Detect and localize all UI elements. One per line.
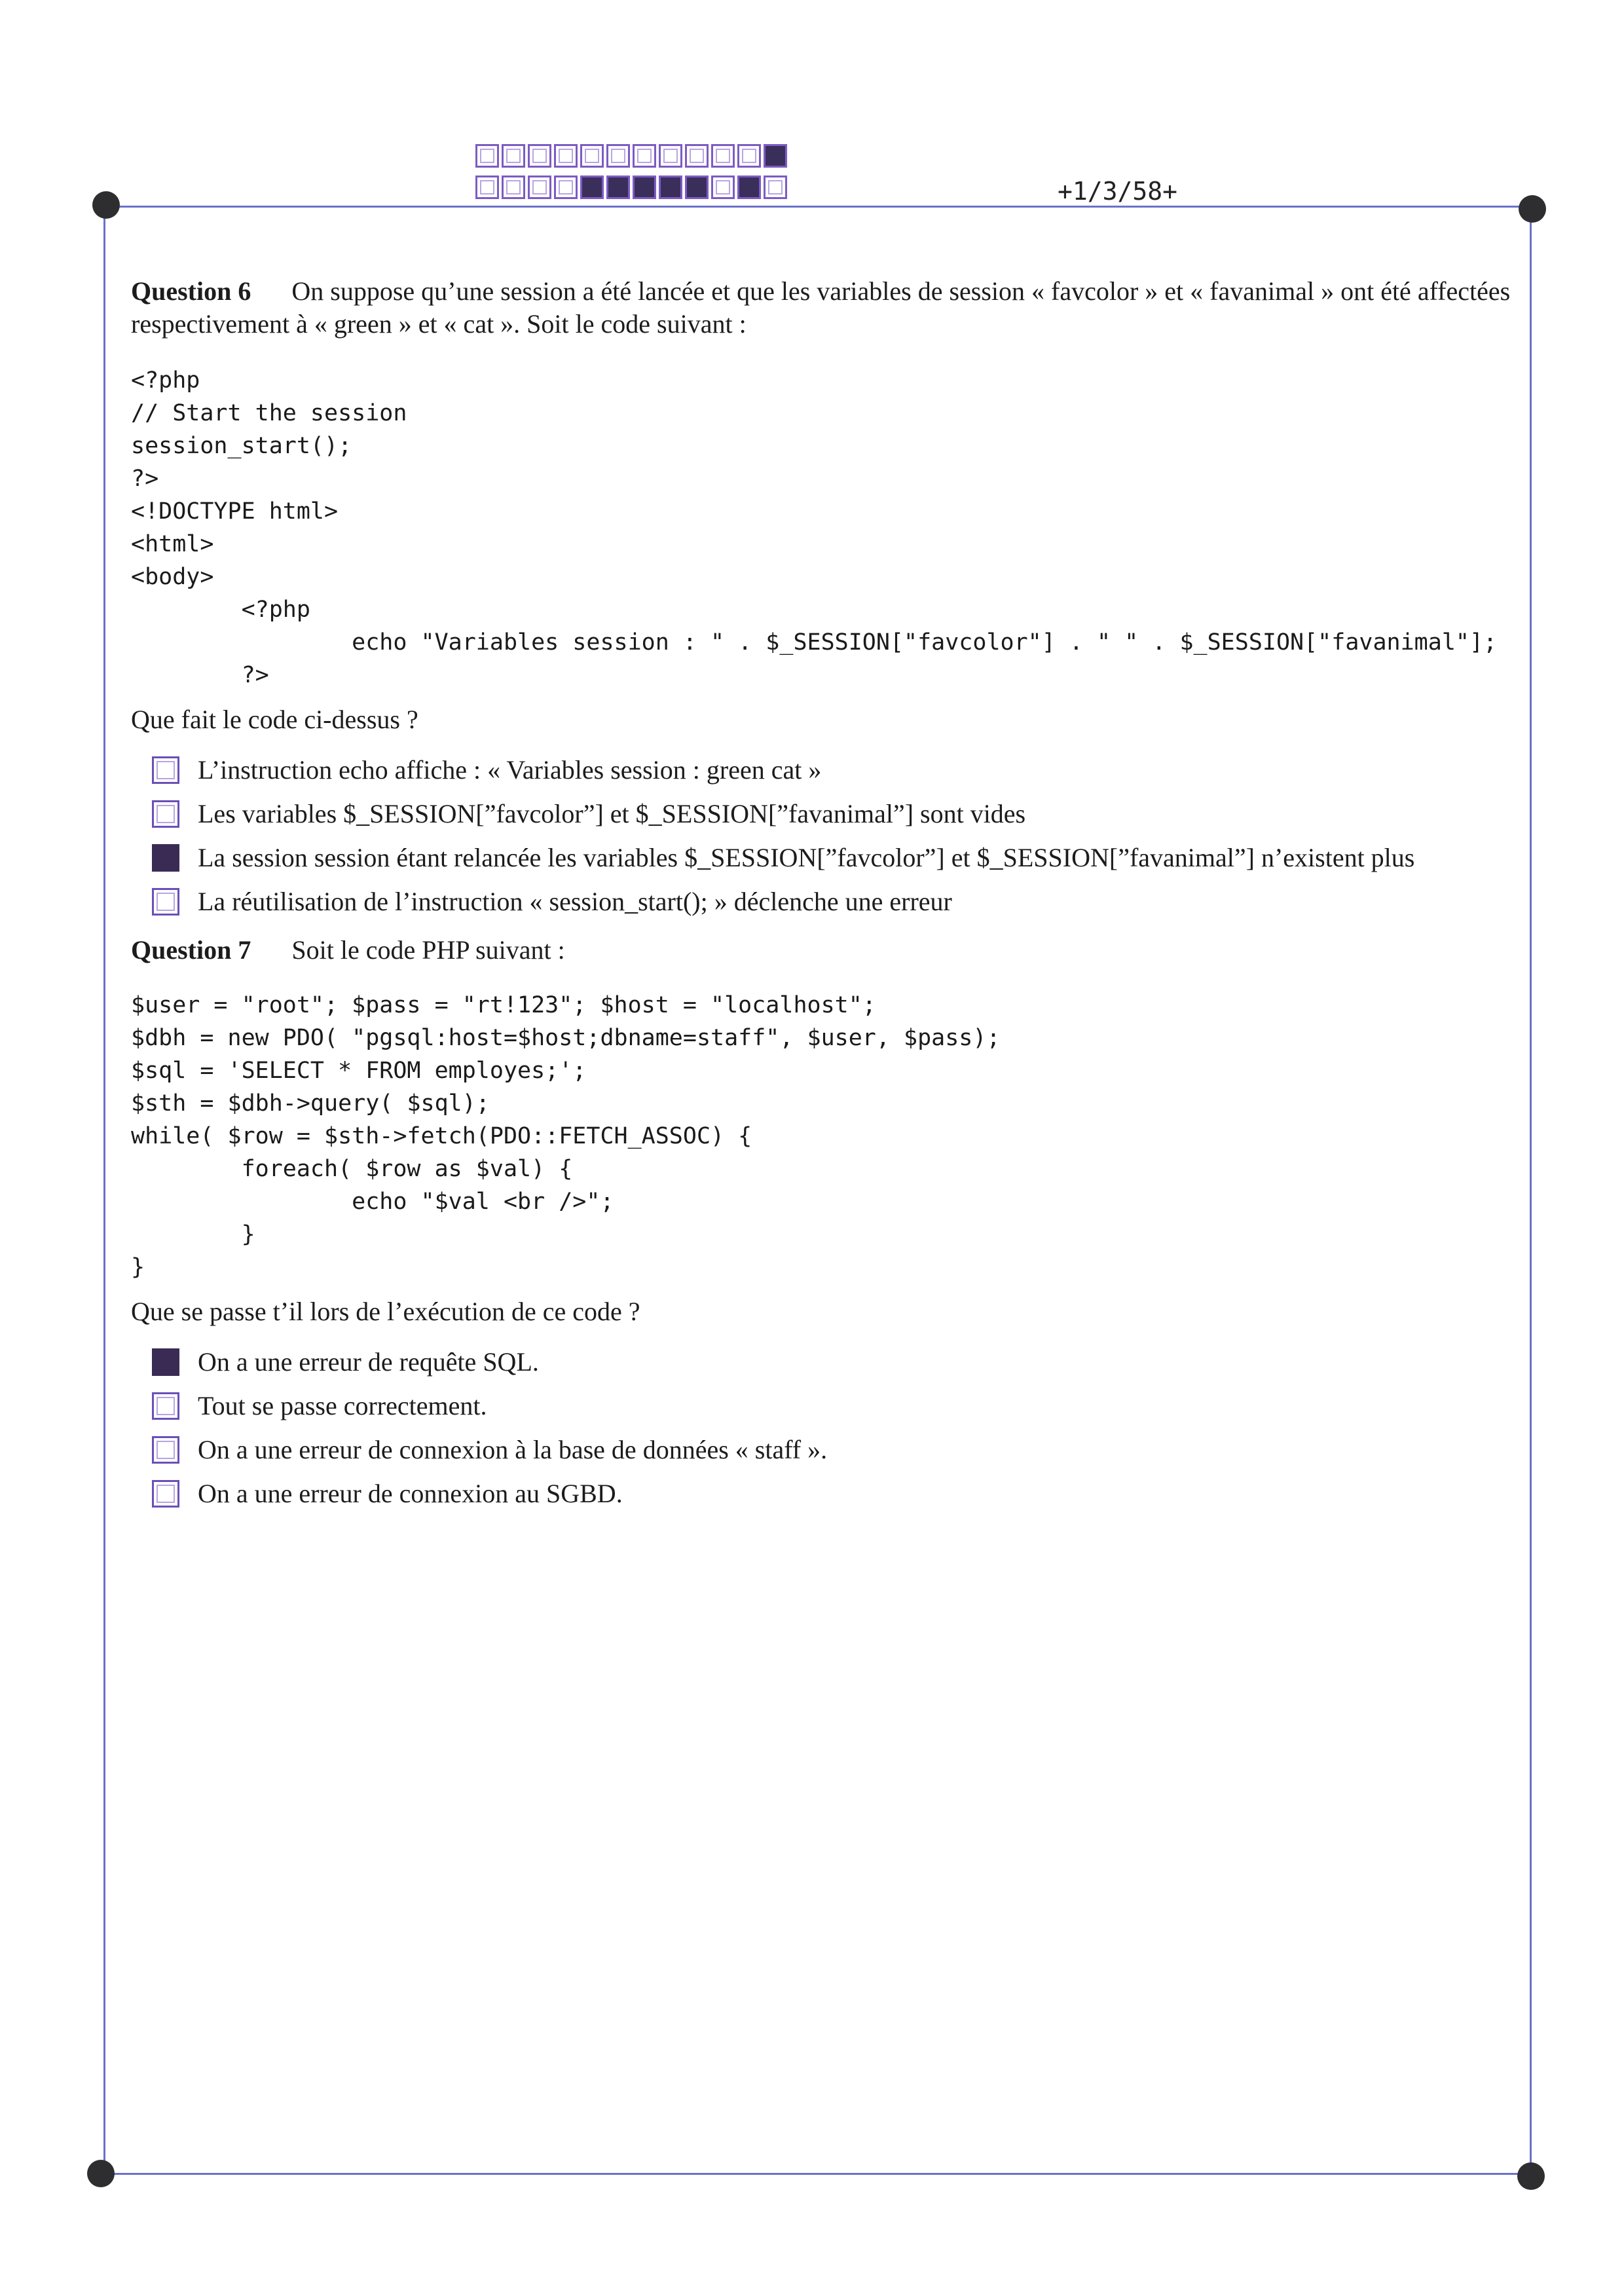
question-7-answers <box>131 1340 1539 1515</box>
page-code-top-box <box>711 144 735 168</box>
answer-label: Les variables $_SESSION[”favcolor”] et $_SESSION[”favanimal”] sont vides <box>198 798 1026 828</box>
exam-content <box>131 275 1539 1515</box>
q6-answer-option <box>152 836 1539 880</box>
page-code-top-box <box>633 144 656 168</box>
page-code-top-box <box>475 144 499 168</box>
corner-dot-bottom-left <box>87 2160 115 2187</box>
corner-dot-bottom-right <box>1517 2162 1545 2190</box>
q6-answer-option <box>152 880 1539 923</box>
page-code-top-box <box>764 144 787 168</box>
page-code-top-box <box>528 144 551 168</box>
answer-checkbox[interactable] <box>152 800 179 828</box>
page-code-row-top <box>475 144 790 168</box>
page-code-bottom-box <box>502 176 525 199</box>
page-code-top-box <box>606 144 630 168</box>
question-6-label: Question 6 <box>131 276 251 306</box>
answer-label: Tout se passe correctement. <box>198 1390 487 1420</box>
question-7-label: Question 7 <box>131 935 251 965</box>
answer-checkbox[interactable] <box>152 756 179 784</box>
answer-checkbox-checked[interactable] <box>152 844 179 872</box>
frame-left-line <box>103 206 105 2174</box>
page-code-bottom-box <box>580 176 604 199</box>
answer-label: On a une erreur de connexion au SGBD. <box>198 1478 623 1508</box>
page-code-bottom-box <box>764 176 787 199</box>
answer-label: On a une erreur de requête SQL. <box>198 1346 539 1377</box>
page-code-bottom-box <box>685 176 709 199</box>
page-code-row-bottom <box>475 176 790 199</box>
page-code-top-box <box>502 144 525 168</box>
question-7-code: $user = "root"; $pass = "rt!123"; $host = "localhost"; $dbh = new PDO( "pgsql:host=$host;dbname=staff", $user, $pass); $sql = 'SELECT * FROM employes;'; $sth = $dbh->query( $sql); while( $row = $sth->fetch(PDO::FETCH_ASSOC) { foreach( $row as $val) { echo "$val <br />"; } } <box>131 992 1001 1280</box>
question-7-text: Soit le code PHP suivant : <box>291 935 565 965</box>
page-code-bottom-box <box>554 176 578 199</box>
question-6-statement <box>131 275 1539 341</box>
corner-dot-top-right <box>1519 195 1546 223</box>
answer-checkbox[interactable] <box>152 1480 179 1508</box>
page-code-top-box <box>685 144 709 168</box>
frame-top-line <box>105 206 1532 208</box>
page-code-bottom-box <box>659 176 682 199</box>
page-code-bottom-box <box>737 176 761 199</box>
q7-answer-option <box>152 1472 1539 1515</box>
answer-label: L’instruction echo affiche : « Variables session : green cat » <box>198 754 822 785</box>
question-6-answers <box>131 748 1539 923</box>
page-code-top-box <box>554 144 578 168</box>
answer-checkbox[interactable] <box>152 888 179 916</box>
question-6-code: <?php // Start the session session_start(); ?> <!DOCTYPE html> <html> <body> <?php echo "Variables session : " . $_SESSION["favcolor"] . " " . $_SESSION["favanimal"]; ?> <box>131 367 1498 688</box>
answer-label: La session session étant relancée les variables $_SESSION[”favcolor”] et $_SESSION[”favanimal”] n’existent plus <box>198 842 1415 872</box>
page-code-top-box <box>659 144 682 168</box>
page-code-bottom-box <box>606 176 630 199</box>
frame-bottom-line <box>100 2173 1531 2175</box>
page-code-bottom-box <box>711 176 735 199</box>
question-6-text: On suppose qu’une session a été lancée et que les variables de session « favcolor » et « favanimal » ont été affectées respectivement à « green » et « cat ». Soit le code suivant : <box>131 276 1511 339</box>
page-code-top-box <box>737 144 761 168</box>
question-7-prompt: Que se passe t’il lors de l’exécution de ce code ? <box>131 1297 640 1326</box>
question-6-prompt: Que fait le code ci-dessus ? <box>131 705 418 734</box>
answer-checkbox[interactable] <box>152 1392 179 1420</box>
q7-answer-option <box>152 1384 1539 1428</box>
answer-checkbox-checked[interactable] <box>152 1348 179 1376</box>
answer-checkbox[interactable] <box>152 1436 179 1464</box>
q7-answer-option <box>152 1428 1539 1472</box>
question-7-statement <box>131 934 1539 967</box>
page-code-top-box <box>580 144 604 168</box>
page-code-bottom-box <box>528 176 551 199</box>
corner-dot-top-left <box>92 191 120 219</box>
page-identifier: +1/3/58+ <box>1058 177 1178 206</box>
q6-answer-option <box>152 792 1539 836</box>
q6-answer-option <box>152 748 1539 792</box>
page-code-bottom-box <box>475 176 499 199</box>
answer-label: On a une erreur de connexion à la base de données « staff ». <box>198 1434 828 1464</box>
answer-label: La réutilisation de l’instruction « session_start(); » déclenche une erreur <box>198 886 952 916</box>
page-code-bottom-box <box>633 176 656 199</box>
q7-answer-option <box>152 1340 1539 1384</box>
